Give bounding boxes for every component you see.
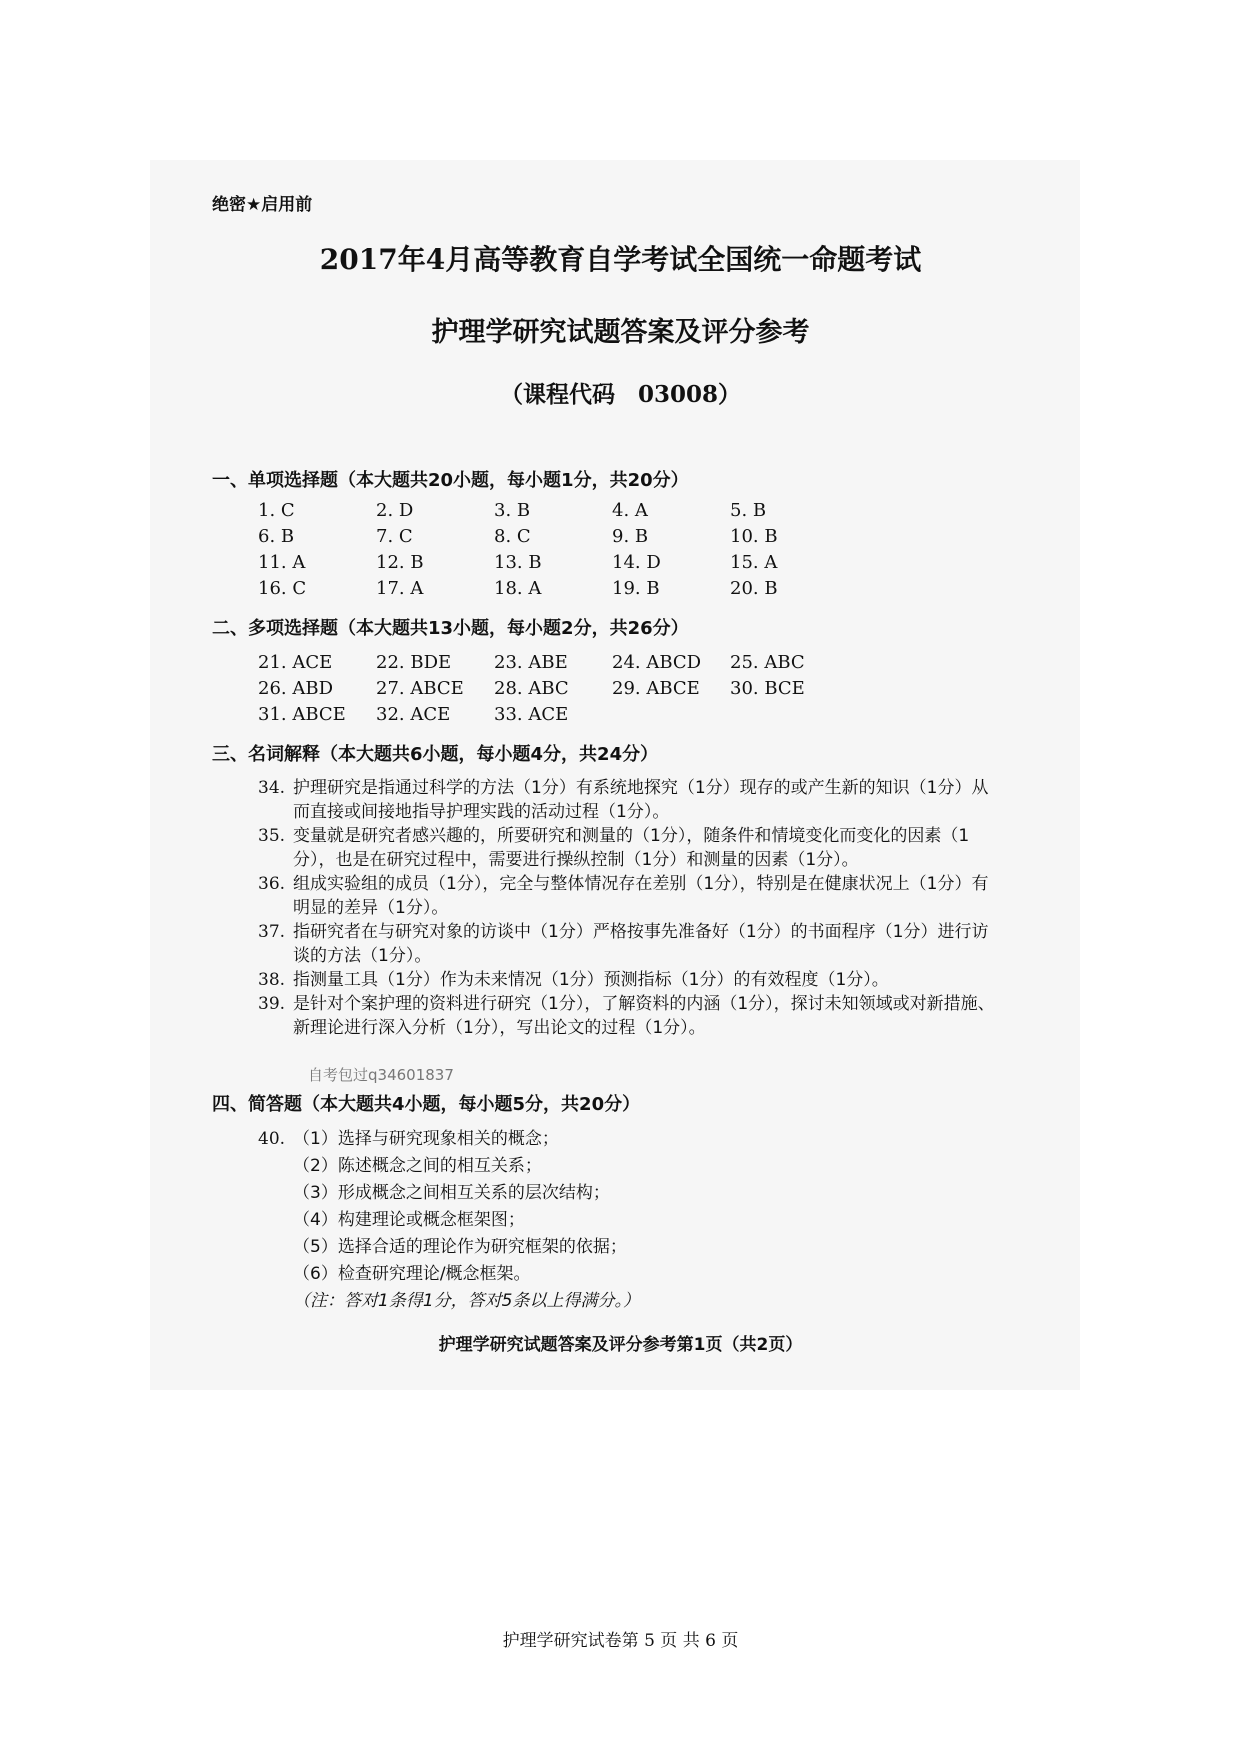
- exam-subtitle: 护理学研究试题答案及评分参考: [431, 317, 810, 348]
- answer: 1. C: [258, 500, 295, 521]
- course-code: （课程代码 03008）: [499, 381, 742, 408]
- answer: 15. A: [730, 552, 778, 573]
- watermark-stamp: 自考包过q34601837: [308, 1066, 454, 1084]
- answer: 4. A: [612, 500, 648, 521]
- answer: 11. A: [258, 552, 306, 573]
- answer: 13. B: [494, 552, 542, 573]
- definition-item: [258, 872, 998, 920]
- scoring-note: （注：答对1条得1分，答对5条以上得满分。）: [293, 1291, 640, 1311]
- answer: 8. C: [494, 526, 531, 547]
- confidential-mark: 绝密★启用前: [212, 195, 313, 215]
- answer: 3. B: [494, 500, 531, 521]
- answer: 23. ABE: [494, 652, 568, 673]
- answer: 24. ABCD: [612, 652, 702, 673]
- answer: 25. ABC: [730, 652, 805, 673]
- definition-item: [258, 968, 998, 992]
- item-number: 34.: [258, 778, 286, 798]
- answer: 6. B: [258, 526, 295, 547]
- answer-point: （1）选择与研究现象相关的概念；: [293, 1129, 559, 1149]
- answer: 19. B: [612, 578, 660, 599]
- answer: 14. D: [612, 552, 661, 573]
- answer: 7. C: [376, 526, 413, 547]
- inner-page-footer: 护理学研究试题答案及评分参考第1页（共2页）: [438, 1335, 803, 1355]
- item-text: 是针对个案护理的资料进行研究（1分），了解资料的内涵（1分），探讨未知领域或对新措施、新理论进行深入分析（1分），写出论文的过程（1分）。: [293, 994, 995, 1038]
- answer: 30. BCE: [730, 678, 805, 699]
- answer: 5. B: [730, 500, 767, 521]
- section-3-definitions: [258, 776, 998, 1040]
- answer-point: （5）选择合适的理论作为研究框架的依据；: [293, 1237, 627, 1257]
- item-number: 38.: [258, 970, 286, 990]
- answer: 18. A: [494, 578, 542, 599]
- answer: 28. ABC: [494, 678, 569, 699]
- exam-title: 2017年4月高等教育自学考试全国统一命题考试: [319, 243, 922, 276]
- definition-item: [258, 824, 998, 872]
- answer: 31. ABCE: [258, 704, 346, 725]
- answer: 32. ACE: [376, 704, 451, 725]
- definition-item: [258, 992, 998, 1040]
- answer-point: （4）构建理论或概念框架图；: [293, 1210, 525, 1230]
- item-number: 36.: [258, 874, 286, 894]
- answer: 22. BDE: [376, 652, 452, 673]
- item-text: 变量就是研究者感兴趣的，所要研究和测量的（1分），随条件和情境变化而变化的因素（1分），也是在研究过程中，需要进行操纵控制（1分）和测量的因素（1分）。: [293, 826, 970, 870]
- item-number: 39.: [258, 994, 286, 1014]
- answer-point: （3）形成概念之间相互关系的层次结构；: [293, 1183, 610, 1203]
- item-number: 37.: [258, 922, 286, 942]
- answer: 33. ACE: [494, 704, 569, 725]
- section-4-heading: 四、简答题（本大题共4小题，每小题5分，共20分）: [212, 1094, 641, 1115]
- answer: 27. ABCE: [376, 678, 464, 699]
- section-1-heading: 一、单项选择题（本大题共20小题，每小题1分，共20分）: [212, 470, 689, 491]
- answer: 26. ABD: [258, 678, 334, 699]
- answer: 17. A: [376, 578, 424, 599]
- answer-point: （2）陈述概念之间的相互关系；: [293, 1156, 542, 1176]
- answer: 20. B: [730, 578, 778, 599]
- question-40-answer: [258, 1126, 640, 1315]
- item-text: 护理研究是指通过科学的方法（1分）有系统地探究（1分）现存的或产生新的知识（1分）从而直接或间接地指导护理实践的活动过程（1分）。: [293, 778, 989, 822]
- item-number: 35.: [258, 826, 286, 846]
- definition-item: [258, 920, 998, 968]
- definition-item: [258, 776, 998, 824]
- answer-point: （6）检查研究理论/概念框架。: [293, 1264, 531, 1284]
- item-text: 组成实验组的成员（1分），完全与整体情况存在差别（1分），特别是在健康状况上（1分）有明显的差异（1分）。: [293, 874, 989, 918]
- answer-line: [258, 1126, 640, 1153]
- answer: 16. C: [258, 578, 307, 599]
- item-number: 40.: [258, 1129, 286, 1149]
- answer: 12. B: [376, 552, 424, 573]
- answer: 29. ABCE: [612, 678, 700, 699]
- answer: 2. D: [376, 500, 414, 521]
- section-2-heading: 二、多项选择题（本大题共13小题，每小题2分，共26分）: [212, 618, 689, 639]
- answer: 21. ACE: [258, 652, 333, 673]
- item-text: 指研究者在与研究对象的访谈中（1分）严格按事先准备好（1分）的书面程序（1分）进行访谈的方法（1分）。: [293, 922, 989, 966]
- answer: 9. B: [612, 526, 649, 547]
- section-3-heading: 三、名词解释（本大题共6小题，每小题4分，共24分）: [212, 744, 659, 765]
- answer: 10. B: [730, 526, 778, 547]
- page-footer: 护理学研究试卷第 5 页 共 6 页: [502, 1631, 739, 1651]
- item-text: 指测量工具（1分）作为未来情况（1分）预测指标（1分）的有效程度（1分）。: [293, 970, 889, 990]
